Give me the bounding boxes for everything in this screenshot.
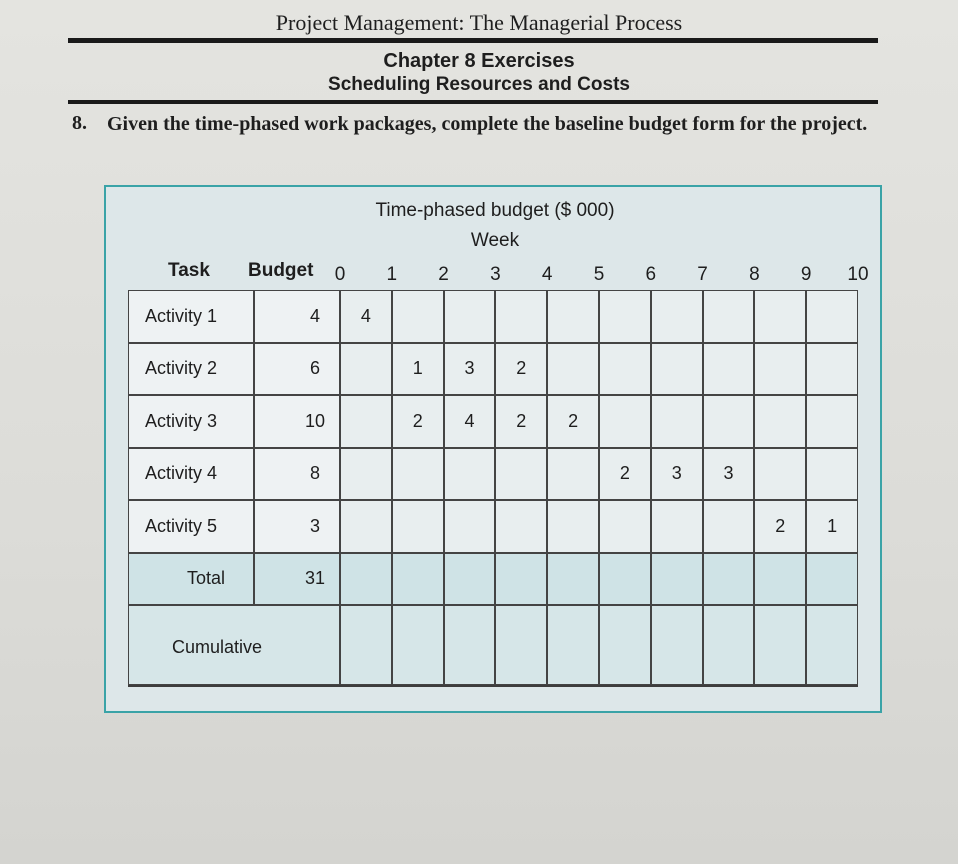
total-week-cell xyxy=(806,553,858,606)
total-week-cell xyxy=(754,553,806,606)
week-number-9: 9 xyxy=(800,264,812,285)
cumulative-week-cell xyxy=(703,605,755,685)
week-cell xyxy=(444,448,496,501)
week-cell: 3 xyxy=(703,448,755,501)
week-cell xyxy=(651,343,703,396)
week-cell: 1 xyxy=(392,343,444,396)
week-cell: 3 xyxy=(444,343,496,396)
week-cell xyxy=(754,290,806,343)
week-number-0: 0 xyxy=(334,264,346,285)
week-number-2: 2 xyxy=(438,264,449,285)
week-cell: 2 xyxy=(547,395,599,448)
week-cell xyxy=(444,290,496,343)
total-week-cell xyxy=(651,553,703,606)
week-number-4: 4 xyxy=(541,264,553,285)
total-week-cell xyxy=(444,553,496,606)
total-week-cell xyxy=(703,553,755,606)
week-cell xyxy=(340,395,392,448)
cumulative-week-cell xyxy=(547,605,599,685)
week-cell: 4 xyxy=(340,290,392,343)
week-cell xyxy=(651,290,703,343)
week-cell: 1 xyxy=(806,500,858,553)
week-cell: 3 xyxy=(651,448,703,501)
week-cell xyxy=(703,395,755,448)
week-cell: 2 xyxy=(599,448,651,501)
week-cell: 2 xyxy=(495,343,547,396)
budget-column-header: Budget xyxy=(248,260,314,281)
week-cell xyxy=(599,343,651,396)
week-cell xyxy=(806,343,858,396)
total-week-cell xyxy=(392,553,444,606)
week-number-3: 3 xyxy=(490,264,501,285)
week-cell xyxy=(703,290,755,343)
title-rule xyxy=(68,38,878,43)
week-cell xyxy=(754,343,806,396)
week-cell xyxy=(547,343,599,396)
cumulative-week-cell xyxy=(806,605,858,685)
week-cell xyxy=(651,500,703,553)
question-number: 8. xyxy=(72,112,87,134)
task-cell: Activity 1 xyxy=(128,290,254,343)
task-cell: Activity 4 xyxy=(128,448,254,501)
cumulative-week-cell xyxy=(392,605,444,685)
week-cell xyxy=(703,343,755,396)
week-cell xyxy=(340,448,392,501)
total-budget: 31 xyxy=(254,553,340,606)
budget-cell: 3 xyxy=(254,500,340,553)
budget-cell: 10 xyxy=(254,395,340,448)
cumulative-week-cell xyxy=(651,605,703,685)
cumulative-week-cell xyxy=(754,605,806,685)
week-number-1: 1 xyxy=(386,264,398,285)
chapter-subtitle: Scheduling Resources and Costs xyxy=(328,74,630,95)
cumulative-week-cell xyxy=(444,605,496,685)
week-number-8: 8 xyxy=(749,264,760,285)
book-title: Project Management: The Managerial Process xyxy=(275,10,683,35)
week-cell: 4 xyxy=(444,395,496,448)
week-cell xyxy=(444,500,496,553)
table-title: Time-phased budget ($ 000) xyxy=(375,200,615,221)
week-cell xyxy=(547,500,599,553)
week-cell xyxy=(547,290,599,343)
week-cell xyxy=(392,500,444,553)
week-cell xyxy=(495,290,547,343)
task-cell: Activity 3 xyxy=(128,395,254,448)
total-week-cell xyxy=(547,553,599,606)
week-number-10: 10 xyxy=(847,264,869,285)
week-cell: 2 xyxy=(392,395,444,448)
task-cell: Activity 5 xyxy=(128,500,254,553)
week-cell xyxy=(806,290,858,343)
week-cell xyxy=(754,448,806,501)
task-column-header: Task xyxy=(168,260,210,281)
week-cell xyxy=(495,448,547,501)
budget-cell: 8 xyxy=(254,448,340,501)
task-cell: Activity 2 xyxy=(128,343,254,396)
week-number-6: 6 xyxy=(645,264,657,285)
week-cell xyxy=(703,500,755,553)
week-cell xyxy=(392,290,444,343)
week-cell xyxy=(547,448,599,501)
question-text: Given the time-phased work packages, complete the baseline budget form for the project. xyxy=(107,113,868,135)
total-week-cell xyxy=(495,553,547,606)
week-cell: 2 xyxy=(754,500,806,553)
week-cell xyxy=(599,395,651,448)
total-week-cell xyxy=(340,553,392,606)
cumulative-week-cell xyxy=(495,605,547,685)
week-cell xyxy=(340,343,392,396)
subtitle-rule xyxy=(68,100,878,104)
week-cell xyxy=(806,395,858,448)
cumulative-week-cell xyxy=(599,605,651,685)
total-label: Total xyxy=(128,553,254,606)
budget-cell: 6 xyxy=(254,343,340,396)
week-cell xyxy=(340,500,392,553)
budget-cell: 4 xyxy=(254,290,340,343)
chapter-heading: Chapter 8 Exercises xyxy=(383,50,575,72)
week-cell xyxy=(806,448,858,501)
week-cell: 2 xyxy=(495,395,547,448)
week-cell xyxy=(495,500,547,553)
week-cell xyxy=(651,395,703,448)
total-week-cell xyxy=(599,553,651,606)
cumulative-label: Cumulative xyxy=(172,637,263,657)
cumulative-week-cell xyxy=(340,605,392,685)
week-label: Week xyxy=(470,230,520,251)
week-cell xyxy=(392,448,444,501)
week-cell xyxy=(599,290,651,343)
week-number-5: 5 xyxy=(593,264,605,285)
week-number-7: 7 xyxy=(697,264,708,285)
week-cell xyxy=(599,500,651,553)
week-cell xyxy=(754,395,806,448)
